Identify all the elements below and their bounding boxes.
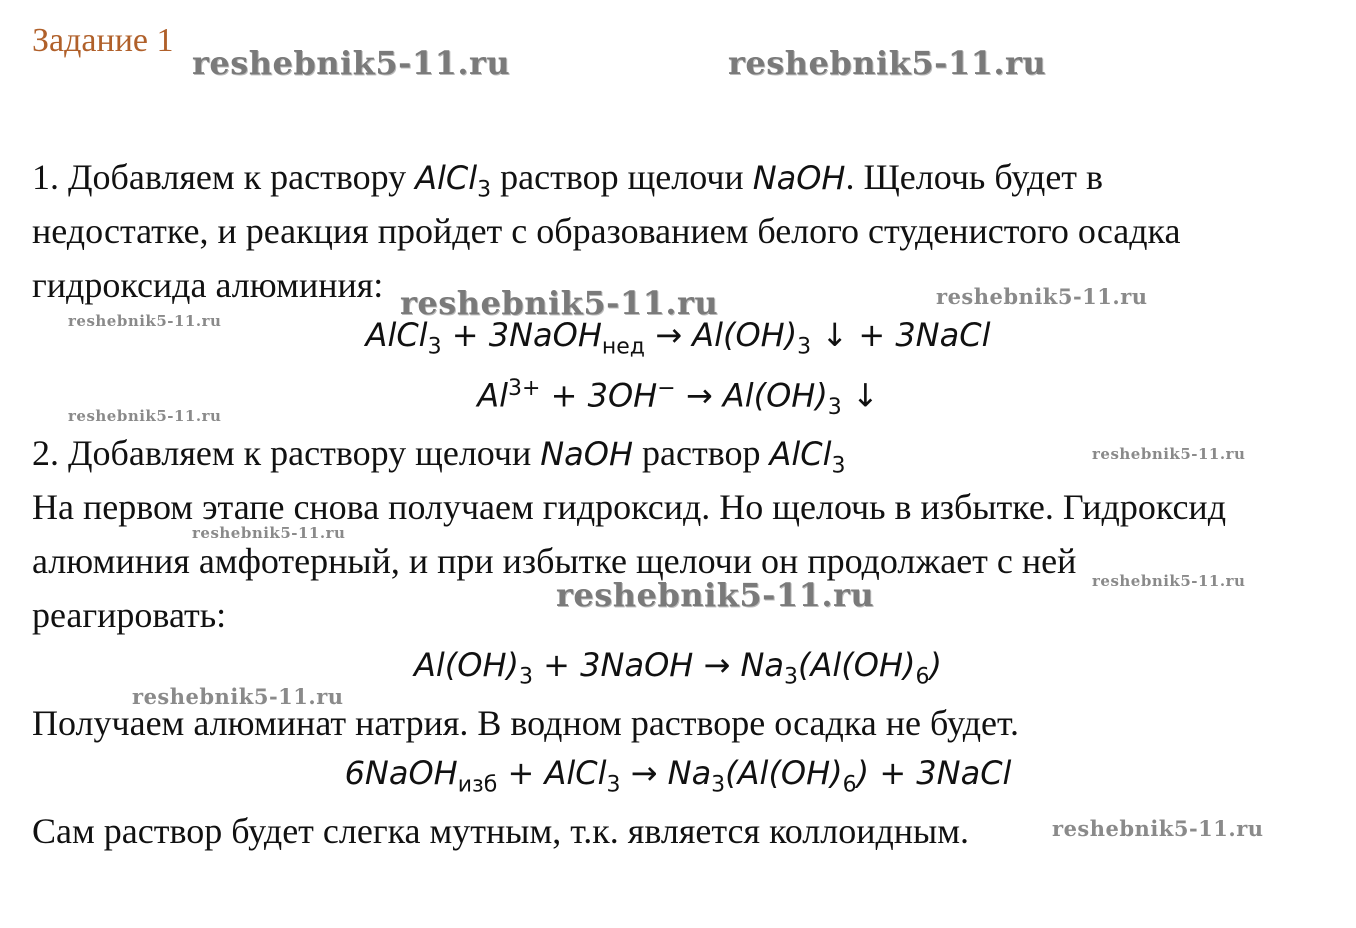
formula-naoh: NaOH — [540, 435, 634, 473]
watermark: reshebnik5-11.ru — [68, 407, 222, 425]
watermark: reshebnik5-11.ru — [192, 44, 511, 82]
text: 1. Добавляем к раствору — [32, 157, 416, 197]
watermark: reshebnik5-11.ru — [1052, 816, 1264, 841]
paragraph-1-line-3: гидроксида алюминия: — [32, 265, 384, 305]
paragraph-1-line-2: недостатке, и реакция пройдет с образованием белого студенистого осадка — [32, 211, 1181, 251]
watermark: reshebnik5-11.ru — [192, 524, 346, 542]
equation-3: $Al(OH)_3$ + 3NaOH → $Na_3(Al(OH)_6)$ — [414, 646, 942, 690]
task-title: Задание 1 — [32, 22, 174, 59]
equation-2: $Al^{3+} + 3OH^- \to Al(OH)_3$ ↓ — [477, 376, 879, 421]
equation-1: AlCl$_3$ + 3NaOH$_{нед}$ → $Al(OH)_3$ ↓ + 3NaCl — [365, 316, 991, 360]
watermark: reshebnik5-11.ru — [936, 284, 1148, 309]
watermark: reshebnik5-11.ru — [556, 576, 875, 614]
paragraph-2-line-2: На первом этапе снова получаем гидроксид. Но щелочь в избытке. Гидроксид — [32, 487, 1227, 527]
watermark: reshebnik5-11.ru — [728, 44, 1047, 82]
paragraph-2-line-4: реагировать: — [32, 595, 227, 635]
paragraph-2-line-1: 2. Добавляем к раствору щелочи NaOH раствор AlCl$_3$ — [32, 433, 846, 479]
formula-alcl3: AlCl$_3$ — [769, 435, 846, 479]
formula-alcl3: AlCl$_3$ — [415, 159, 492, 203]
equation-4: 6NaOH$_{изб}$ + AlCl$_3$ → $Na_3(Al(OH)_6)$ + 3NaCl — [344, 754, 1012, 798]
watermark: reshebnik5-11.ru — [68, 312, 222, 330]
watermark: reshebnik5-11.ru — [1092, 572, 1246, 590]
watermark: reshebnik5-11.ru — [400, 284, 719, 322]
paragraph-3: Получаем алюминат натрия. В водном растворе осадка не будет. — [32, 703, 1020, 743]
paragraph-4: Сам раствор будет слегка мутным, т.к. является коллоидным. — [32, 811, 970, 851]
text: . Щелочь будет в — [845, 157, 1104, 197]
paragraph-2-line-3: алюминия амфотерный, и при избытке щелочи он продолжает с ней — [32, 541, 1077, 581]
formula-naoh: NaOH — [752, 159, 846, 197]
watermark: reshebnik5-11.ru — [132, 684, 344, 709]
watermark: reshebnik5-11.ru — [1092, 445, 1246, 463]
text: раствор щелочи — [491, 157, 753, 197]
